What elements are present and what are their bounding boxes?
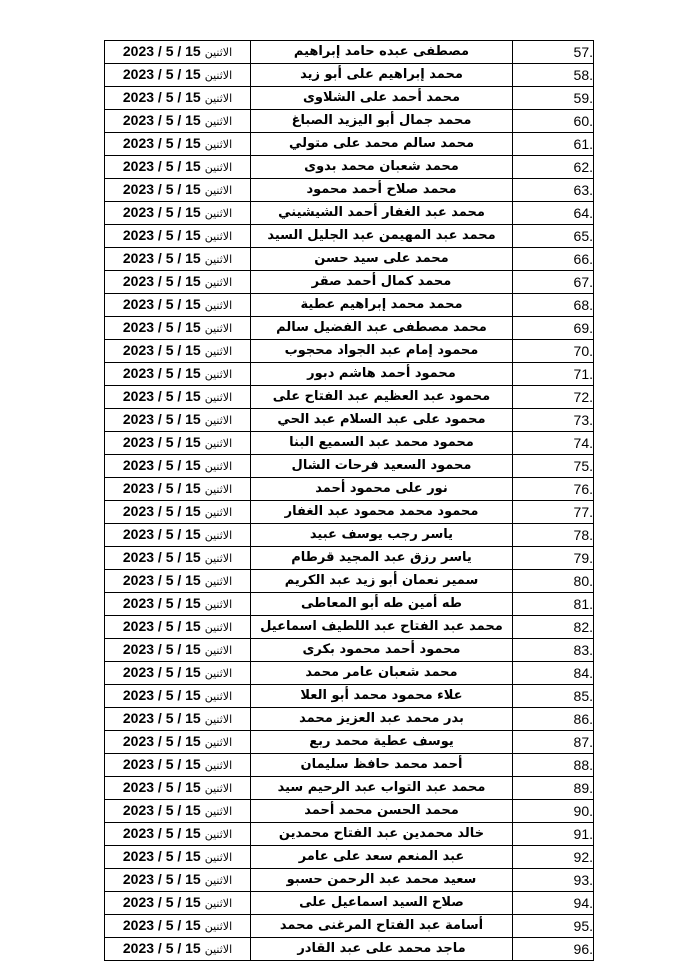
table-row	[105, 340, 594, 363]
name-cell: علاء محمود محمد أبو العلا	[251, 685, 513, 708]
date-cell	[105, 800, 251, 823]
date-cell	[105, 685, 251, 708]
name-cell: محمود السعيد فرحات الشال	[251, 455, 513, 478]
date-value: 2023 / 5 / 15	[122, 319, 201, 335]
row-number: 71.	[513, 363, 594, 386]
weekday-label: الاثنين	[204, 230, 233, 243]
date-cell	[105, 202, 251, 225]
date-value: 2023 / 5 / 15	[122, 871, 201, 887]
date-cell	[105, 87, 251, 110]
date-value: 2023 / 5 / 15	[122, 618, 201, 634]
weekday-label: الاثنين	[204, 437, 233, 450]
name-cell: أسامة عبد الفتاح المرغنى محمد	[251, 915, 513, 938]
date-cell	[105, 938, 251, 961]
date-cell	[105, 386, 251, 409]
table-row	[105, 64, 594, 87]
table-row	[105, 179, 594, 202]
name-cell: محمد جمال أبو اليزيد الصباغ	[251, 110, 513, 133]
date-cell	[105, 593, 251, 616]
date-cell	[105, 501, 251, 524]
date-cell	[105, 915, 251, 938]
table-row	[105, 501, 594, 524]
name-cell: ياسر رزق عبد المجيد قرطام	[251, 547, 513, 570]
table-row	[105, 432, 594, 455]
date-value: 2023 / 5 / 15	[122, 457, 201, 473]
date-cell	[105, 892, 251, 915]
date-value: 2023 / 5 / 15	[122, 227, 201, 243]
row-number: 63.	[513, 179, 594, 202]
weekday-label: الاثنين	[204, 506, 233, 519]
date-value: 2023 / 5 / 15	[122, 687, 201, 703]
table-row	[105, 662, 594, 685]
date-cell	[105, 133, 251, 156]
table-row	[105, 271, 594, 294]
attendance-table	[104, 40, 594, 961]
row-number: 65.	[513, 225, 594, 248]
date-cell	[105, 478, 251, 501]
table-row	[105, 133, 594, 156]
date-value: 2023 / 5 / 15	[122, 549, 201, 565]
weekday-label: الاثنين	[204, 667, 233, 680]
date-cell	[105, 524, 251, 547]
name-cell: سمير نعمان أبو زيد عبد الكريم	[251, 570, 513, 593]
weekday-label: الاثنين	[204, 69, 233, 82]
name-cell: محمود محمد محمود عبد الغفار	[251, 501, 513, 524]
name-cell: محمد أحمد على الشلاوى	[251, 87, 513, 110]
table-body	[105, 41, 594, 961]
name-cell: محمود أحمد هاشم دبور	[251, 363, 513, 386]
date-value: 2023 / 5 / 15	[122, 572, 201, 588]
name-cell: صلاح السيد اسماعيل على	[251, 892, 513, 915]
date-value: 2023 / 5 / 15	[122, 641, 201, 657]
date-value: 2023 / 5 / 15	[122, 664, 201, 680]
date-cell	[105, 639, 251, 662]
table-row	[105, 639, 594, 662]
date-cell	[105, 409, 251, 432]
table-row	[105, 547, 594, 570]
table-row	[105, 87, 594, 110]
name-cell: محمد محمد إبراهيم عطية	[251, 294, 513, 317]
row-number: 59.	[513, 87, 594, 110]
date-cell	[105, 41, 251, 64]
row-number: 85.	[513, 685, 594, 708]
weekday-label: الاثنين	[204, 851, 233, 864]
row-number: 91.	[513, 823, 594, 846]
row-number: 96.	[513, 938, 594, 961]
row-number: 93.	[513, 869, 594, 892]
date-value: 2023 / 5 / 15	[122, 112, 201, 128]
row-number: 76.	[513, 478, 594, 501]
name-cell: محمد الحسن محمد أحمد	[251, 800, 513, 823]
date-cell	[105, 248, 251, 271]
table-row	[105, 570, 594, 593]
table-row	[105, 409, 594, 432]
row-number: 95.	[513, 915, 594, 938]
table-row	[105, 708, 594, 731]
date-value: 2023 / 5 / 15	[122, 917, 201, 933]
date-value: 2023 / 5 / 15	[122, 825, 201, 841]
row-number: 86.	[513, 708, 594, 731]
weekday-label: الاثنين	[204, 276, 233, 289]
name-cell: محمد شعبان عامر محمد	[251, 662, 513, 685]
date-cell	[105, 363, 251, 386]
table-row	[105, 225, 594, 248]
date-value: 2023 / 5 / 15	[122, 66, 201, 82]
row-number: 60.	[513, 110, 594, 133]
row-number: 70.	[513, 340, 594, 363]
weekday-label: الاثنين	[204, 92, 233, 105]
weekday-label: الاثنين	[204, 736, 233, 749]
weekday-label: الاثنين	[204, 115, 233, 128]
name-cell: محمد عبد المهيمن عبد الجليل السيد	[251, 225, 513, 248]
weekday-label: الاثنين	[204, 874, 233, 887]
date-value: 2023 / 5 / 15	[122, 434, 201, 450]
date-cell	[105, 823, 251, 846]
row-number: 88.	[513, 754, 594, 777]
weekday-label: الاثنين	[204, 552, 233, 565]
date-cell	[105, 777, 251, 800]
weekday-label: الاثنين	[204, 759, 233, 772]
weekday-label: الاثنين	[204, 368, 233, 381]
date-value: 2023 / 5 / 15	[122, 848, 201, 864]
row-number: 68.	[513, 294, 594, 317]
date-value: 2023 / 5 / 15	[122, 802, 201, 818]
date-cell	[105, 156, 251, 179]
weekday-label: الاثنين	[204, 483, 233, 496]
row-number: 66.	[513, 248, 594, 271]
table-row	[105, 156, 594, 179]
table-row	[105, 915, 594, 938]
table-row	[105, 524, 594, 547]
date-cell	[105, 64, 251, 87]
name-cell: محمد شعبان محمد بدوى	[251, 156, 513, 179]
date-cell	[105, 432, 251, 455]
name-cell: محمود عبد العظيم عبد الفتاح على	[251, 386, 513, 409]
name-cell: محمد عبد التواب عبد الرحيم سيد	[251, 777, 513, 800]
date-cell	[105, 708, 251, 731]
date-value: 2023 / 5 / 15	[122, 710, 201, 726]
date-cell	[105, 547, 251, 570]
name-cell: ياسر رجب يوسف عبيد	[251, 524, 513, 547]
name-cell: يوسف عطية محمد ربع	[251, 731, 513, 754]
date-cell	[105, 662, 251, 685]
row-number: 90.	[513, 800, 594, 823]
row-number: 92.	[513, 846, 594, 869]
weekday-label: الاثنين	[204, 345, 233, 358]
name-cell: أحمد محمد حافظ سليمان	[251, 754, 513, 777]
name-cell: بدر محمد عبد العزيز محمد	[251, 708, 513, 731]
row-number: 73.	[513, 409, 594, 432]
weekday-label: الاثنين	[204, 253, 233, 266]
table-row	[105, 248, 594, 271]
weekday-label: الاثنين	[204, 138, 233, 151]
table-row	[105, 455, 594, 478]
table-row	[105, 202, 594, 225]
weekday-label: الاثنين	[204, 598, 233, 611]
date-value: 2023 / 5 / 15	[122, 388, 201, 404]
table-row	[105, 478, 594, 501]
weekday-label: الاثنين	[204, 391, 233, 404]
weekday-label: الاثنين	[204, 460, 233, 473]
date-value: 2023 / 5 / 15	[122, 595, 201, 611]
weekday-label: الاثنين	[204, 897, 233, 910]
weekday-label: الاثنين	[204, 644, 233, 657]
table-row	[105, 616, 594, 639]
table-row	[105, 386, 594, 409]
date-cell	[105, 179, 251, 202]
name-cell: محمد صلاح أحمد محمود	[251, 179, 513, 202]
weekday-label: الاثنين	[204, 621, 233, 634]
row-number: 78.	[513, 524, 594, 547]
name-cell: محمود على عبد السلام عبد الحي	[251, 409, 513, 432]
table-row	[105, 777, 594, 800]
date-cell	[105, 225, 251, 248]
table-row	[105, 800, 594, 823]
name-cell: محمد على سيد حسن	[251, 248, 513, 271]
date-value: 2023 / 5 / 15	[122, 342, 201, 358]
date-cell	[105, 869, 251, 892]
name-cell: محمود أحمد محمود بكرى	[251, 639, 513, 662]
table-row	[105, 754, 594, 777]
date-cell	[105, 455, 251, 478]
date-cell	[105, 340, 251, 363]
weekday-label: الاثنين	[204, 782, 233, 795]
row-number: 61.	[513, 133, 594, 156]
row-number: 89.	[513, 777, 594, 800]
table-row	[105, 363, 594, 386]
table-row	[105, 317, 594, 340]
date-value: 2023 / 5 / 15	[122, 940, 201, 956]
table-row	[105, 41, 594, 64]
weekday-label: الاثنين	[204, 299, 233, 312]
date-cell	[105, 271, 251, 294]
table-row	[105, 892, 594, 915]
weekday-label: الاثنين	[204, 161, 233, 174]
table-row	[105, 731, 594, 754]
row-number: 69.	[513, 317, 594, 340]
row-number: 87.	[513, 731, 594, 754]
date-value: 2023 / 5 / 15	[122, 894, 201, 910]
table-row	[105, 110, 594, 133]
name-cell: عبد المنعم سعد على عامر	[251, 846, 513, 869]
date-value: 2023 / 5 / 15	[122, 204, 201, 220]
row-number: 84.	[513, 662, 594, 685]
row-number: 57.	[513, 41, 594, 64]
date-value: 2023 / 5 / 15	[122, 503, 201, 519]
row-number: 58.	[513, 64, 594, 87]
weekday-label: الاثنين	[204, 414, 233, 427]
date-value: 2023 / 5 / 15	[122, 526, 201, 542]
name-cell: مصطفى عبده حامد إبراهيم	[251, 41, 513, 64]
row-number: 80.	[513, 570, 594, 593]
row-number: 72.	[513, 386, 594, 409]
weekday-label: الاثنين	[204, 207, 233, 220]
date-cell	[105, 754, 251, 777]
date-cell	[105, 110, 251, 133]
row-number: 82.	[513, 616, 594, 639]
name-cell: طه أمين طه أبو المعاطى	[251, 593, 513, 616]
date-value: 2023 / 5 / 15	[122, 411, 201, 427]
name-cell: محمد كمال أحمد صقر	[251, 271, 513, 294]
date-value: 2023 / 5 / 15	[122, 135, 201, 151]
date-value: 2023 / 5 / 15	[122, 181, 201, 197]
row-number: 77.	[513, 501, 594, 524]
name-cell: محمد إبراهيم على أبو زيد	[251, 64, 513, 87]
weekday-label: الاثنين	[204, 920, 233, 933]
weekday-label: الاثنين	[204, 184, 233, 197]
row-number: 74.	[513, 432, 594, 455]
date-value: 2023 / 5 / 15	[122, 756, 201, 772]
date-cell	[105, 846, 251, 869]
date-value: 2023 / 5 / 15	[122, 480, 201, 496]
name-cell: محمد عبد الفتاح عبد اللطيف اسماعيل	[251, 616, 513, 639]
row-number: 79.	[513, 547, 594, 570]
date-cell	[105, 294, 251, 317]
weekday-label: الاثنين	[204, 805, 233, 818]
date-value: 2023 / 5 / 15	[122, 158, 201, 174]
table-row	[105, 685, 594, 708]
weekday-label: الاثنين	[204, 828, 233, 841]
weekday-label: الاثنين	[204, 322, 233, 335]
date-value: 2023 / 5 / 15	[122, 296, 201, 312]
date-value: 2023 / 5 / 15	[122, 779, 201, 795]
weekday-label: الاثنين	[204, 713, 233, 726]
name-cell: محمود إمام عبد الجواد محجوب	[251, 340, 513, 363]
weekday-label: الاثنين	[204, 943, 233, 956]
name-cell: نور على محمود أحمد	[251, 478, 513, 501]
date-cell	[105, 731, 251, 754]
table-row	[105, 869, 594, 892]
name-cell: سعيد محمد عبد الرحمن حسبو	[251, 869, 513, 892]
weekday-label: الاثنين	[204, 529, 233, 542]
row-number: 64.	[513, 202, 594, 225]
weekday-label: الاثنين	[204, 690, 233, 703]
date-cell	[105, 570, 251, 593]
weekday-label: الاثنين	[204, 575, 233, 588]
row-number: 83.	[513, 639, 594, 662]
date-value: 2023 / 5 / 15	[122, 365, 201, 381]
table-row	[105, 938, 594, 961]
date-value: 2023 / 5 / 15	[122, 89, 201, 105]
date-value: 2023 / 5 / 15	[122, 250, 201, 266]
name-cell: محمد مصطفى عبد الفضيل سالم	[251, 317, 513, 340]
table-row	[105, 593, 594, 616]
date-value: 2023 / 5 / 15	[122, 273, 201, 289]
row-number: 81.	[513, 593, 594, 616]
date-value: 2023 / 5 / 15	[122, 43, 201, 59]
name-cell: ماجد محمد على عبد القادر	[251, 938, 513, 961]
date-value: 2023 / 5 / 15	[122, 733, 201, 749]
date-cell	[105, 317, 251, 340]
row-number: 75.	[513, 455, 594, 478]
table-row	[105, 846, 594, 869]
date-cell	[105, 616, 251, 639]
row-number: 67.	[513, 271, 594, 294]
table-row	[105, 823, 594, 846]
table-row	[105, 294, 594, 317]
name-cell: خالد محمدين عبد الفتاح محمدين	[251, 823, 513, 846]
row-number: 62.	[513, 156, 594, 179]
name-cell: محمد عبد الغفار أحمد الشيشيني	[251, 202, 513, 225]
name-cell: محمد سالم محمد على متولي	[251, 133, 513, 156]
row-number: 94.	[513, 892, 594, 915]
weekday-label: الاثنين	[204, 46, 233, 59]
name-cell: محمود محمد عبد السميع البنا	[251, 432, 513, 455]
